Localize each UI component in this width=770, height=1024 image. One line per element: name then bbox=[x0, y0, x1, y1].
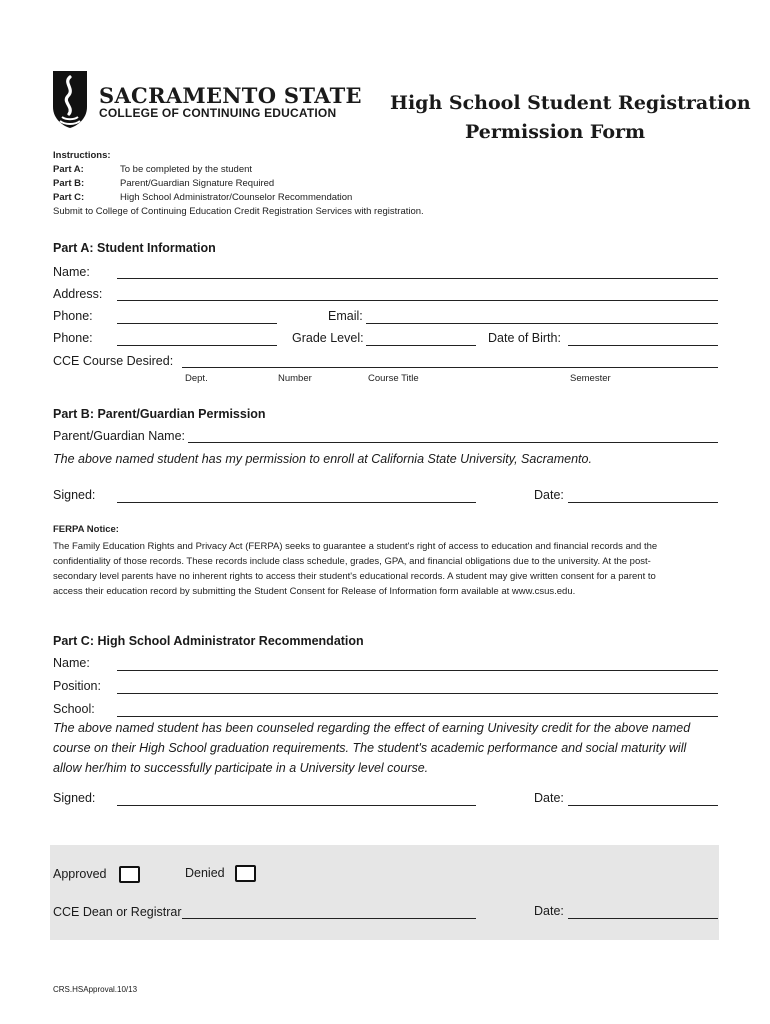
course-title-caption: Course Title bbox=[368, 373, 419, 384]
email-label: Email: bbox=[328, 309, 363, 323]
grade-level-field[interactable] bbox=[366, 345, 476, 346]
ferpa-heading: FERPA Notice: bbox=[53, 524, 119, 535]
ferpa-line-1: The Family Education Rights and Privacy Act (FERPA) seeks to guarantee a student's right of access to education and financial records and the bbox=[53, 541, 658, 552]
denied-checkbox[interactable] bbox=[235, 865, 256, 882]
ferpa-line-2: confidentiality of those records. These records include class schedule, grades, GPA, and financial obligations due to the university. At the post- bbox=[53, 556, 651, 567]
parent-signed-label: Signed: bbox=[53, 488, 96, 502]
admin-signed-label: Signed: bbox=[53, 791, 96, 805]
admin-date-field[interactable] bbox=[568, 805, 718, 806]
student-name-field[interactable] bbox=[117, 278, 718, 279]
approved-label: Approved bbox=[53, 867, 107, 881]
student-name-label: Name: bbox=[53, 265, 90, 279]
school-field[interactable] bbox=[117, 716, 718, 717]
parent-date-field[interactable] bbox=[568, 502, 718, 503]
sac-state-hornet-icon bbox=[49, 69, 91, 129]
phone-label: Phone: bbox=[53, 309, 93, 323]
logo-subtitle: COLLEGE OF CONTINUING EDUCATION bbox=[99, 106, 337, 120]
school-label: School: bbox=[53, 702, 95, 716]
office-date-field[interactable] bbox=[568, 918, 718, 919]
admin-statement-line-2: course on their High School graduation requirements. The student's academic performance and social maturity will bbox=[53, 741, 687, 755]
parent-name-field[interactable] bbox=[188, 442, 718, 443]
course-number-caption: Number bbox=[278, 373, 312, 384]
instruction-part-a-text: To be completed by the student bbox=[120, 164, 253, 175]
admin-statement-line-3: allow her/him to successfully participate in a University level course. bbox=[53, 761, 429, 775]
submit-note: Submit to College of Continuing Education Credit Registration Services with registration. bbox=[53, 206, 424, 217]
admin-statement-line-1: The above named student has been counseled regarding the effect of earning Univesity credit for the above named bbox=[53, 721, 691, 735]
course-semester-caption: Semester bbox=[570, 373, 611, 384]
ferpa-line-4: access their education record by submitting the Student Consent for Release of Information form available at www.csus.edu. bbox=[53, 586, 576, 597]
form-code: CRS.HSApproval.10/13 bbox=[53, 985, 138, 994]
parent-name-label: Parent/Guardian Name: bbox=[53, 429, 186, 443]
dean-signature-field[interactable] bbox=[182, 918, 476, 919]
dob-field[interactable] bbox=[568, 345, 718, 346]
course-field[interactable] bbox=[182, 367, 718, 368]
position-label: Position: bbox=[53, 679, 101, 693]
instructions-heading: Instructions: bbox=[53, 150, 111, 161]
course-dept-caption: Dept. bbox=[185, 373, 208, 384]
part-b-heading: Part B: Parent/Guardian Permission bbox=[53, 407, 266, 421]
approved-checkbox[interactable] bbox=[119, 866, 140, 883]
instruction-part-c-text: High School Administrator/Counselor Recommendation bbox=[120, 192, 353, 203]
email-field[interactable] bbox=[366, 323, 718, 324]
address-field[interactable] bbox=[117, 300, 718, 301]
logo-title: SACRAMENTO STATE bbox=[99, 83, 362, 108]
phone-field[interactable] bbox=[117, 323, 277, 324]
ferpa-line-3: secondary level parents have no inherent rights to access their student's educational records. A student may give written consent for a parent to bbox=[53, 571, 656, 582]
denied-label: Denied bbox=[185, 866, 225, 880]
office-use-panel bbox=[50, 845, 719, 940]
form-title-line1: High School Student Registration bbox=[390, 92, 751, 114]
form-title-line2: Permission Form bbox=[465, 121, 646, 143]
grade-level-label: Grade Level: bbox=[292, 331, 364, 345]
logo bbox=[49, 69, 362, 131]
admin-name-label: Name: bbox=[53, 656, 90, 670]
admin-signature-field[interactable] bbox=[117, 805, 476, 806]
dob-label: Date of Birth: bbox=[488, 331, 561, 345]
admin-date-label: Date: bbox=[534, 791, 564, 805]
admin-name-field[interactable] bbox=[117, 670, 718, 671]
parent-date-label: Date: bbox=[534, 488, 564, 502]
instruction-part-b-text: Parent/Guardian Signature Required bbox=[120, 178, 275, 189]
part-c-heading: Part C: High School Administrator Recommendation bbox=[53, 634, 364, 648]
instruction-part-c: Part C: bbox=[53, 192, 85, 203]
instruction-part-a: Part A: bbox=[53, 164, 84, 175]
instruction-part-b: Part B: bbox=[53, 178, 85, 189]
dean-registrar-label: CCE Dean or Registrar bbox=[53, 905, 182, 919]
part-a-heading: Part A: Student Information bbox=[53, 241, 216, 255]
position-field[interactable] bbox=[117, 693, 718, 694]
course-label: CCE Course Desired: bbox=[53, 354, 174, 368]
office-date-label: Date: bbox=[534, 904, 564, 918]
parent-signature-field[interactable] bbox=[117, 502, 476, 503]
address-label: Address: bbox=[53, 287, 103, 301]
phone2-field[interactable] bbox=[117, 345, 277, 346]
phone2-label: Phone: bbox=[53, 331, 93, 345]
parent-permission-statement: The above named student has my permission to enroll at California State University, Sacramento. bbox=[53, 452, 592, 466]
